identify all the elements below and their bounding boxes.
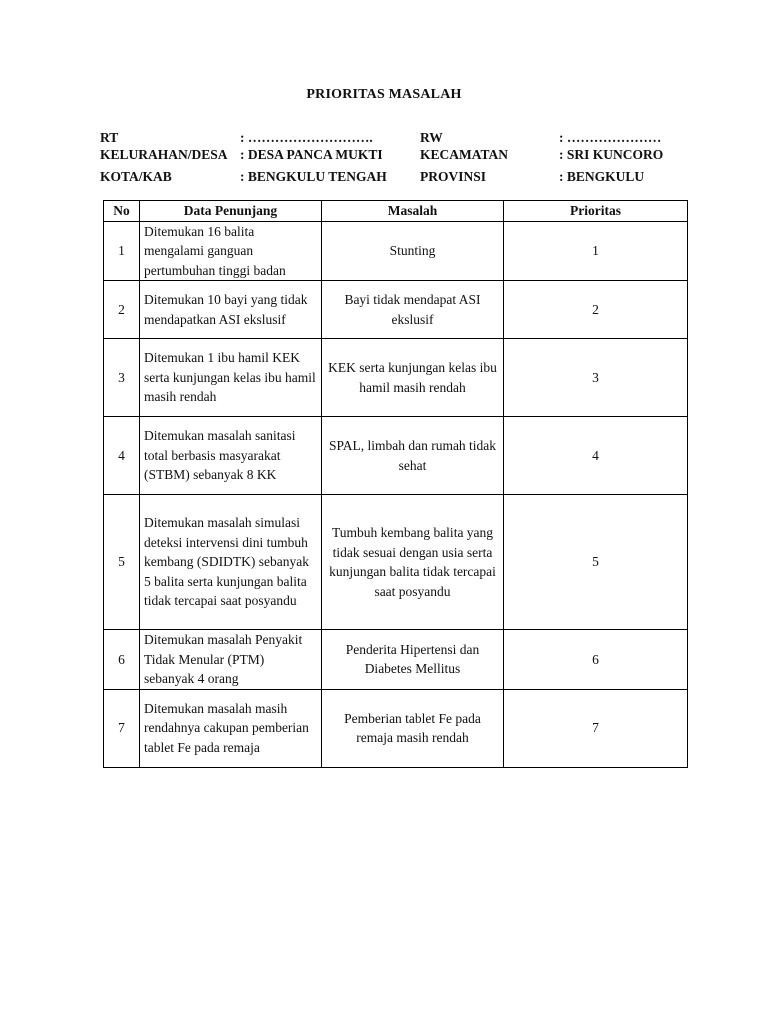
- cell-prioritas: 7: [504, 689, 688, 767]
- cell-data: Ditemukan masalah sanitasi total berbasis masyarakat (STBM) sebanyak 8 KK: [140, 417, 322, 495]
- cell-data: Ditemukan masalah simulasi deteksi intervensi dini tumbuh kembang (SDIDTK) sebanyak 5 balita serta kunjungan balita tidak tercapai saat posyandu: [140, 495, 322, 630]
- cell-prioritas: 5: [504, 495, 688, 630]
- priority-table: [103, 200, 688, 768]
- cell-prioritas: 4: [504, 417, 688, 495]
- kecamatan-value: : SRI KUNCORO: [559, 147, 664, 162]
- cell-data: Ditemukan 1 ibu hamil KEK serta kunjungan kelas ibu hamil masih rendah: [140, 339, 322, 417]
- cell-no: 1: [104, 221, 140, 281]
- cell-data: Ditemukan masalah masih rendahnya cakupan pemberian tablet Fe pada remaja: [140, 689, 322, 767]
- cell-masalah: Penderita Hipertensi dan Diabetes Mellitus: [322, 630, 504, 690]
- header-data-penunjang: Data Penunjang: [140, 201, 322, 222]
- kota-value: : BENGKULU TENGAH: [240, 169, 387, 184]
- rt-label: RT: [100, 130, 119, 145]
- cell-masalah: Bayi tidak mendapat ASI ekslusif: [322, 281, 504, 339]
- cell-no: 2: [104, 281, 140, 339]
- cell-prioritas: 2: [504, 281, 688, 339]
- kelurahan-label: KELURAHAN/DESA: [100, 147, 228, 162]
- header-no: No: [104, 201, 140, 222]
- kota-label: KOTA/KAB: [100, 169, 172, 184]
- cell-prioritas: 1: [504, 221, 688, 281]
- document-title: PRIORITAS MASALAH: [306, 87, 462, 102]
- table-header-row: [104, 201, 688, 222]
- header-prioritas: Prioritas: [504, 201, 688, 222]
- provinsi-label: PROVINSI: [420, 169, 487, 184]
- rt-value: : ……………………….: [240, 130, 373, 145]
- table-row: [104, 417, 688, 495]
- cell-masalah: Tumbuh kembang balita yang tidak sesuai dengan usia serta kunjungan balita tidak tercapai saat posyandu: [322, 495, 504, 630]
- cell-masalah: Stunting: [322, 221, 504, 281]
- cell-no: 3: [104, 339, 140, 417]
- table-row: [104, 221, 688, 281]
- provinsi-value: : BENGKULU: [559, 169, 645, 184]
- cell-data: Ditemukan 10 bayi yang tidak mendapatkan ASI ekslusif: [140, 281, 322, 339]
- cell-masalah: SPAL, limbah dan rumah tidak sehat: [322, 417, 504, 495]
- cell-no: 7: [104, 689, 140, 767]
- rw-label: RW: [420, 130, 443, 145]
- cell-prioritas: 6: [504, 630, 688, 690]
- table-row: [104, 689, 688, 767]
- cell-masalah: Pemberian tablet Fe pada remaja masih rendah: [322, 689, 504, 767]
- table-row: [104, 281, 688, 339]
- table-row: [104, 495, 688, 630]
- cell-data: Ditemukan 16 balita mengalami ganguan pertumbuhan tinggi badan: [140, 221, 322, 281]
- table-row: [104, 630, 688, 690]
- cell-no: 5: [104, 495, 140, 630]
- cell-no: 6: [104, 630, 140, 690]
- cell-masalah: KEK serta kunjungan kelas ibu hamil masih rendah: [322, 339, 504, 417]
- table-row: [104, 339, 688, 417]
- kelurahan-value: : DESA PANCA MUKTI: [240, 147, 383, 162]
- cell-data: Ditemukan masalah Penyakit Tidak Menular (PTM) sebanyak 4 orang: [140, 630, 322, 690]
- rw-value: : …………………: [559, 130, 662, 145]
- header-masalah: Masalah: [322, 201, 504, 222]
- kecamatan-label: KECAMATAN: [420, 147, 508, 162]
- cell-prioritas: 3: [504, 339, 688, 417]
- cell-no: 4: [104, 417, 140, 495]
